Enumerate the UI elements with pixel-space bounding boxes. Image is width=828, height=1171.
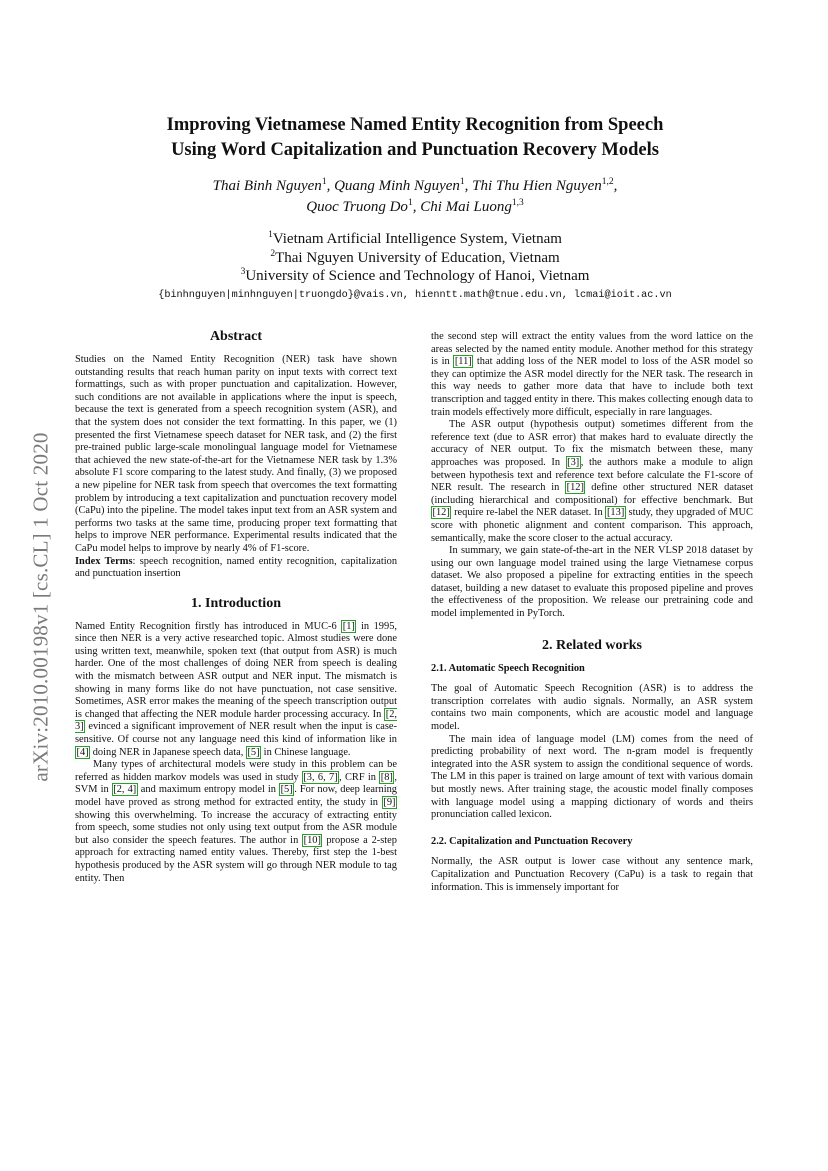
citation-link[interactable]: [1] xyxy=(342,620,355,632)
author-list xyxy=(100,176,730,218)
affiliation-text: Thai Nguyen University of Education, Vietnam xyxy=(275,249,560,266)
capu-paragraph-1: Normally, the ASR output is lower case without any sentence mark, Capitalization and Punctuation Recovery (CaPu) is a task to regain that information. This is immensely important for xyxy=(431,856,753,893)
intro-paragraph-1: Named Entity Recognition firstly has introduced in MUC-6 [1] in 1995, since then NER is a very active researched topic. Almost studies were done using written text, meanwhile, spoken text (that output from ASR) is much harder. One of the most challenges of doing NER from speech is dealing with the mismatch between ASR output and NER input. The mismatch is showing in many forms like do not have punctuation, not case sensitive. Sometimes, ASR error makes the meaning of the speech transcription output is changed that affecting the NER module harder processing accuracy. In [2, 3] evinced a significant improvement of NER result when the input is case-sensitive. Of course not any language need this kind of information like in [4] doing NER in Japanese speech data, [5] in Chinese language. xyxy=(75,620,397,758)
author-affiliation-mark: 1 xyxy=(321,177,327,187)
author-emails: {binhnguyen|minhnguyen|truongdo}@vais.vn, hienntt.math@tnue.edu.vn, lcmai@ioit.ac.vn xyxy=(158,290,672,301)
intro-paragraph-2-continued: the second step will extract the entity values from the word lattice on the areas selected by the named entity module. Another method for this strategy is in [11] that adding loss of the NER model to loss of the ASR model so they can optimize the ASR model directly for the NER task. The research in this way needs to gather more data that have to include both text transcription and tagged entity in there. This makes collecting enough data to train models effectively more difficult, especially in rare languages. xyxy=(431,331,753,418)
title-line-2: Using Word Capitalization and Punctuation Recovery Models xyxy=(171,140,659,160)
author-name: Thi Thu Hien Nguyen xyxy=(472,178,602,194)
affiliation-line xyxy=(100,230,730,249)
citation-link[interactable]: [10] xyxy=(303,834,321,846)
affiliation-mark: 1 xyxy=(268,230,273,240)
asr-subheading: 2.1. Automatic Speech Recognition xyxy=(431,662,585,674)
citation-link[interactable]: [5] xyxy=(247,746,260,758)
citation-link[interactable]: [2, 4] xyxy=(113,784,137,796)
introduction-heading: 1. Introduction xyxy=(191,595,281,611)
author-name: Quang Minh Nguyen xyxy=(334,178,460,194)
author-affiliation-mark: 1 xyxy=(459,177,465,187)
index-terms xyxy=(75,556,397,581)
arxiv-sidebar xyxy=(28,372,54,842)
affiliation-mark: 3 xyxy=(240,267,246,277)
authors-line-2: Quoc Truong Do$^1$, Chi Mai Luong$^{1,3}$ xyxy=(306,198,524,215)
author-affiliation-mark: 1 xyxy=(407,198,413,208)
index-terms-label: Index Terms xyxy=(75,555,133,567)
citation-link[interactable]: [12] xyxy=(566,482,584,494)
intro-paragraph-2: Many types of architectural models were study in this problem can be referred as hidden markov models was used in study [3, 6, 7] , CRF in [8] , SVM in [2, 4] and maximum entropy model in [5] . For now, deep learning model have proved as strong method for extracted entity, the study in [9] showing this overwhelming. To increase the accuracy of extracting entity from speech, some studies not only using text output from the ASR module but also consider the speech features. The author in [10] propose a 2-step approach for extracting named entity values. Thereby, first step the 1-best hypothesis produced by the ASR system will go through NER module to tag entity. Then xyxy=(75,759,397,884)
author-name: Chi Mai Luong xyxy=(420,199,512,215)
citation-link[interactable]: [12] xyxy=(432,507,450,519)
citation-link[interactable]: [2, 3] xyxy=(75,708,397,733)
left-column xyxy=(75,328,397,885)
affiliation-mark: 2 xyxy=(270,248,276,259)
author-name: Quoc Truong Do xyxy=(306,199,408,215)
affiliation-text: University of Science and Technology of Hanoi, Vietnam xyxy=(245,268,590,284)
citation-link[interactable]: [3, 6, 7] xyxy=(303,771,338,783)
index-terms-text: : speech recognition, named entity recognition, capitalization and punctuation insertion xyxy=(75,555,398,580)
author-affiliation-mark: 1,2 xyxy=(601,177,614,187)
authors-line-1: Thai Binh Nguyen$^1$, Quang Minh Nguyen$^1$, Thi Thu Hien Nguyen$^{1,2}$, xyxy=(212,177,618,194)
citation-link[interactable]: [8] xyxy=(380,771,393,783)
arxiv-identifier: arXiv:2010.00198v1 [cs.CL] 1 Oct 2020 xyxy=(28,432,53,782)
paper-title xyxy=(100,113,730,163)
citation-link[interactable]: [13] xyxy=(606,507,625,519)
right-column xyxy=(431,331,753,894)
abstract-heading: Abstract xyxy=(209,329,263,344)
affiliations xyxy=(100,230,730,286)
capu-subheading: 2.2. Capitalization and Punctuation Recovery xyxy=(431,835,633,847)
related-works-heading: 2. Related works xyxy=(542,637,642,653)
author-name: Thai Binh Nguyen xyxy=(212,178,322,194)
asr-paragraph-2: The main idea of language model (LM) comes from the need of predicting probability of next word. The n-gram model is frequently integrated into the ASR system to assign the conditional sequence of words. The LM in this paper is trained on large amount of text with various domain but mostly news. After training stage, the acoustic model finally composes with language model using a mapping dictionary of words and theirs pronunciation called lexicon. xyxy=(431,733,753,821)
abstract-text: Studies on the Named Entity Recognition (NER) task have shown outstanding results that reach human parity on input texts with correct text formattings, such as with proper punctuation and capitalization. However, such conditions are not available in applications where the input is speech, because the text is generated from a speech recognition system (ASR), and that the system does not consider the text formatting. In this paper, we (1) presented the first Vietnamese speech dataset for NER task, and (2) the first pre-trained public large-scale monolingual language model for Vietnamese that achieved the new state-of-the-art for the Vietnamese NER task by 1.3% absolute F1 score comparing to the latest study. And finally, (3) we proposed a new pipeline for NER task from speech that overcomes the text formatting problem by introducing a text capitalization and punctuation recovery model (CaPu) into the pipeline. The model takes input text from an ASR system and performs two tasks at the same time, producing proper text formatting that helps to improve NER performance. Experimental results indicated that the CaPu model helps to improve by nearly 4% of F1-score. xyxy=(75,354,397,554)
citation-link[interactable]: [5] xyxy=(280,784,293,796)
affiliation-line xyxy=(100,249,730,268)
citation-link[interactable]: [3] xyxy=(567,456,580,468)
citation-link[interactable]: [4] xyxy=(76,746,89,758)
affiliation-text: Vietnam Artificial Intelligence System, Vietnam xyxy=(272,231,562,247)
asr-paragraph-1: The goal of Automatic Speech Recognition (ASR) is to address the transcription correlates with audio signals. Normally, an ASR system contains two main components, which are acoustic model and language model. xyxy=(431,683,753,733)
citation-link[interactable]: [9] xyxy=(383,797,396,808)
author-affiliation-mark: 1,3 xyxy=(511,198,524,208)
affiliation-line xyxy=(100,267,730,286)
intro-paragraph-3: The ASR output (hypothesis output) sometimes different from the reference text (due to ASR error) that makes hard to evaluate directly the accuracy of NER output. To fix the mismatch between these, many approaches was proposed. In [3] , the authors make a module to align between hypothesis text and reference text before calculate the F1-score of NER result. The research in [12] define other structured NER dataset (including hierarchical and compositional) for effective benchmark. But [12] require re-label the NER dataset. In [13] study, they upgraded of MUC score with phonetic alignment and content comparison. This approach, semantically, make the score closer to the actual accuracy. xyxy=(431,419,753,544)
citation-link[interactable]: [11] xyxy=(454,356,472,368)
title-line-1: Improving Vietnamese Named Entity Recognition from Speech xyxy=(166,115,664,135)
intro-paragraph-4: In summary, we gain state-of-the-art in the NER VLSP 2018 dataset by using our own language model trained using the large Vietnamese corpus dataset. We also proposed a pipeline for extracting entities in the speech dataset, building a new dataset to evaluate this proposed pipeline and proves the effectiveness of the proposition. We release our pretraining code and model implemented in PyTorch. xyxy=(431,545,753,620)
